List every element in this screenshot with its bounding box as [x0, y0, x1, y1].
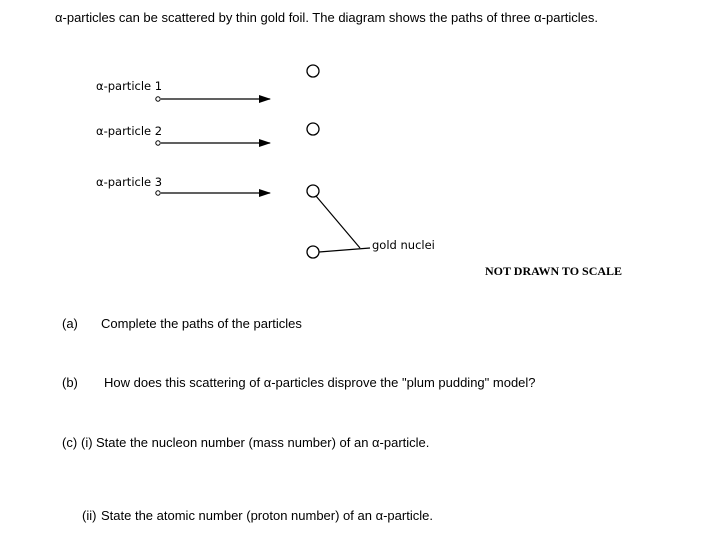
nuclei-leader-diagonal [316, 196, 360, 248]
question-b-number: (b) [62, 375, 78, 390]
alpha-particle-2-dot [156, 141, 160, 145]
alpha-particle-1-dot [156, 97, 160, 101]
question-c-ii-text: State the atomic number (proton number) of an α-particle. [101, 508, 433, 523]
question-a-text: Complete the paths of the particles [101, 316, 302, 331]
gold-nucleus-2 [307, 123, 319, 135]
alpha-particle-1-label: α-particle 1 [96, 79, 163, 93]
question-b-text: How does this scattering of α-particles disprove the "plum pudding" model? [104, 375, 536, 390]
alpha-particle-3-label: α-particle 3 [96, 175, 163, 189]
gold-nucleus-4 [307, 246, 319, 258]
gold-nucleus-1 [307, 65, 319, 77]
question-c-prefix: (c) [62, 435, 78, 450]
intro-text: α-particles can be scattered by thin gold foil. The diagram shows the paths of three α-particles. [55, 10, 599, 25]
gold-nuclei-label: gold nuclei [372, 238, 435, 252]
question-a-number: (a) [62, 316, 78, 331]
scale-note: NOT DRAWN TO SCALE [485, 264, 623, 278]
question-c-ii-number: (ii) [82, 508, 97, 523]
question-c-i-text: State the nucleon number (mass number) of an α-particle. [96, 435, 430, 450]
question-c-i-number: (i) [81, 435, 93, 450]
nuclei-leader-horizontal [319, 248, 370, 252]
alpha-particle-3-dot [156, 191, 160, 195]
gold-nucleus-3 [307, 185, 319, 197]
alpha-particle-2-label: α-particle 2 [96, 124, 163, 138]
